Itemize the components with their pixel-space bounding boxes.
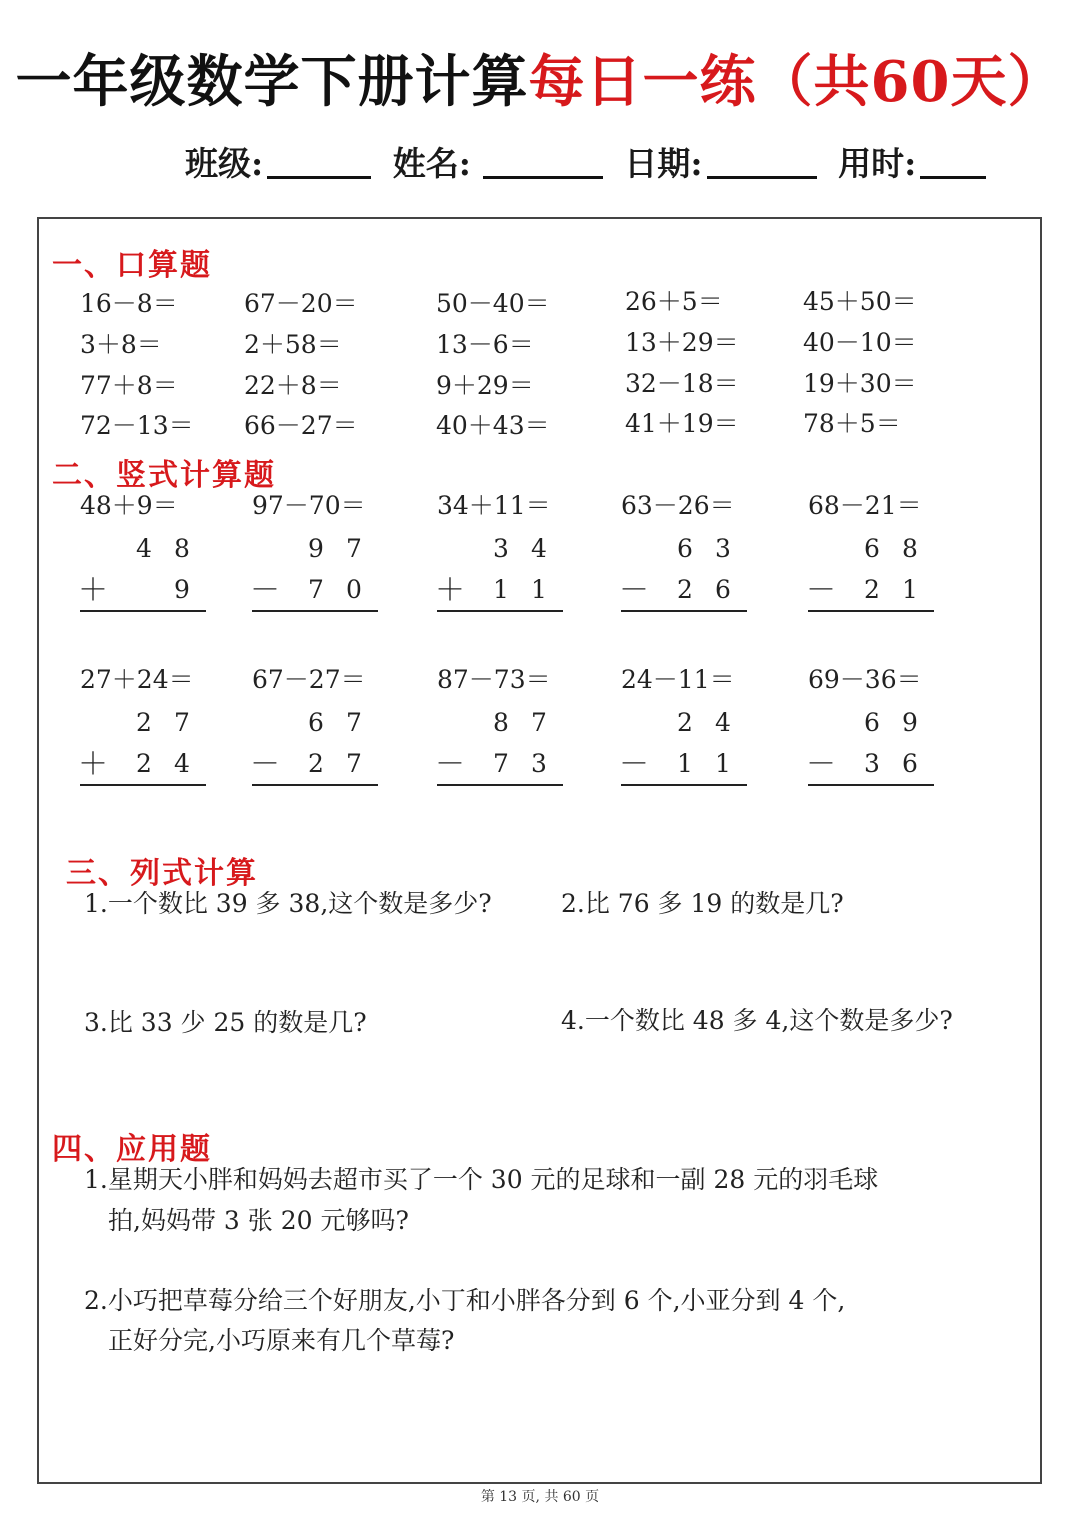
date-label: 日期:: [624, 144, 703, 183]
time-field[interactable]: [920, 146, 986, 179]
vertical-digit: 8: [902, 534, 918, 563]
vertical-problem-expression: 34＋11＝: [437, 491, 551, 520]
vertical-digit: 1: [902, 575, 918, 604]
oral-problem: 41＋19＝: [625, 409, 739, 438]
name-label: 姓名:: [392, 144, 471, 183]
vertical-problem-expression: 27＋24＝: [80, 665, 194, 694]
vertical-problem-expression: 69－36＝: [808, 665, 922, 694]
vertical-underline: [252, 610, 378, 612]
vertical-operator: －: [806, 573, 836, 608]
vertical-digit: 9: [174, 575, 190, 604]
vertical-digit: 4: [715, 708, 731, 737]
oral-problem: 40＋43＝: [436, 411, 550, 440]
vertical-digit: 3: [493, 534, 509, 563]
vertical-digit: 3: [864, 749, 880, 778]
vertical-digit: 2: [136, 708, 152, 737]
oral-problem: 67－20＝: [244, 289, 358, 318]
vertical-digit: 1: [493, 575, 509, 604]
vertical-digit: 8: [174, 534, 190, 563]
vertical-digit: 8: [493, 708, 509, 737]
vertical-underline: [437, 610, 563, 612]
vertical-problem-expression: 68－21＝: [808, 491, 922, 520]
vertical-problem-expression: 87－73＝: [437, 665, 551, 694]
vertical-underline: [621, 784, 747, 786]
vertical-operator: －: [250, 747, 280, 782]
vertical-digit: 2: [136, 749, 152, 778]
class-field[interactable]: [267, 146, 371, 179]
vertical-operator: ＋: [78, 573, 108, 608]
oral-problem: 45＋50＝: [803, 287, 917, 316]
vertical-digit: 1: [531, 575, 547, 604]
vertical-digit: 6: [308, 708, 324, 737]
vertical-digit: 7: [346, 534, 362, 563]
vertical-digit: 3: [715, 534, 731, 563]
oral-problem: 26＋5＝: [625, 287, 723, 316]
application-problem-1-line-1: 1.星期天小胖和妈妈去超市买了一个 30 元的足球和一副 28 元的羽毛球: [84, 1165, 879, 1194]
oral-problem: 50－40＝: [436, 289, 550, 318]
vertical-digit: 7: [493, 749, 509, 778]
page-title: [0, 38, 1080, 118]
time-label: 用时:: [838, 144, 917, 183]
oral-problem: 3＋8＝: [80, 330, 162, 359]
oral-problem: 32－18＝: [625, 369, 739, 398]
section-vertical-title: 二、竖式计算题: [52, 458, 276, 493]
oral-problem: 72－13＝: [80, 411, 194, 440]
date-field[interactable]: [707, 146, 817, 179]
oral-problem: 78＋5＝: [803, 409, 901, 438]
vertical-problem-expression: 63－26＝: [621, 491, 735, 520]
student-info-row: [185, 138, 986, 185]
vertical-digit: 7: [531, 708, 547, 737]
vertical-problem-expression: 24－11＝: [621, 665, 735, 694]
vertical-problem-expression: 97－70＝: [252, 491, 366, 520]
vertical-problem-expression: 67－27＝: [252, 665, 366, 694]
vertical-digit: 7: [174, 708, 190, 737]
vertical-underline: [808, 610, 934, 612]
section-equation-title: 三、列式计算: [66, 856, 258, 891]
title-highlight: 每日一练（共60天）: [528, 49, 1065, 115]
vertical-operator: －: [806, 747, 836, 782]
application-problem-1-line-2: 拍,妈妈带 3 张 20 元够吗?: [108, 1206, 409, 1235]
oral-problem: 9＋29＝: [436, 371, 534, 400]
equation-problem-2: 2.比 76 多 19 的数是几?: [561, 889, 844, 918]
vertical-digit: 9: [308, 534, 324, 563]
vertical-digit: 2: [677, 708, 693, 737]
section-oral-title: 一、口算题: [52, 248, 212, 283]
vertical-digit: 0: [346, 575, 362, 604]
vertical-underline: [80, 610, 206, 612]
vertical-digit: 6: [715, 575, 731, 604]
application-problem-2-line-1: 2.小巧把草莓分给三个好朋友,小丁和小胖各分到 6 个,小亚分到 4 个,: [84, 1286, 846, 1315]
vertical-digit: 3: [531, 749, 547, 778]
oral-problem: 13＋29＝: [625, 328, 739, 357]
oral-problem: 13－6＝: [436, 330, 534, 359]
vertical-operator: －: [619, 747, 649, 782]
vertical-digit: 6: [677, 534, 693, 563]
vertical-digit: 1: [677, 749, 693, 778]
vertical-underline: [808, 784, 934, 786]
vertical-problem-expression: 48＋9＝: [80, 491, 178, 520]
vertical-underline: [252, 784, 378, 786]
oral-problem: 77＋8＝: [80, 371, 178, 400]
equation-problem-1: 1.一个数比 39 多 38,这个数是多少?: [84, 889, 492, 918]
vertical-underline: [80, 784, 206, 786]
vertical-digit: 2: [864, 575, 880, 604]
vertical-digit: 7: [308, 575, 324, 604]
vertical-digit: 9: [902, 708, 918, 737]
vertical-underline: [437, 784, 563, 786]
vertical-digit: 1: [715, 749, 731, 778]
vertical-digit: 4: [174, 749, 190, 778]
vertical-digit: 6: [864, 534, 880, 563]
section-application-title: 四、应用题: [52, 1132, 212, 1167]
class-label: 班级:: [185, 144, 264, 183]
title-main: 一年级数学下册计算: [15, 49, 529, 115]
page-footer: 第 13 页, 共 60 页: [480, 1489, 600, 1505]
vertical-digit: 2: [677, 575, 693, 604]
oral-problem: 66－27＝: [244, 411, 358, 440]
equation-problem-3: 3.比 33 少 25 的数是几?: [84, 1008, 367, 1037]
vertical-operator: ＋: [78, 747, 108, 782]
vertical-digit: 6: [864, 708, 880, 737]
equation-problem-4: 4.一个数比 48 多 4,这个数是多少?: [561, 1006, 953, 1035]
oral-problem: 40－10＝: [803, 328, 917, 357]
vertical-digit: 2: [308, 749, 324, 778]
oral-problem: 2＋58＝: [244, 330, 342, 359]
oral-problem: 16－8＝: [80, 289, 178, 318]
vertical-operator: －: [250, 573, 280, 608]
vertical-operator: －: [435, 747, 465, 782]
oral-problem: 22＋8＝: [244, 371, 342, 400]
vertical-digit: 7: [346, 749, 362, 778]
vertical-operator: ＋: [435, 573, 465, 608]
oral-problem: 19＋30＝: [803, 369, 917, 398]
application-problem-2-line-2: 正好分完,小巧原来有几个草莓?: [108, 1326, 455, 1355]
vertical-digit: 4: [136, 534, 152, 563]
vertical-digit: 6: [902, 749, 918, 778]
vertical-digit: 7: [346, 708, 362, 737]
vertical-underline: [621, 610, 747, 612]
name-field[interactable]: [483, 146, 603, 179]
vertical-operator: －: [619, 573, 649, 608]
vertical-digit: 4: [531, 534, 547, 563]
